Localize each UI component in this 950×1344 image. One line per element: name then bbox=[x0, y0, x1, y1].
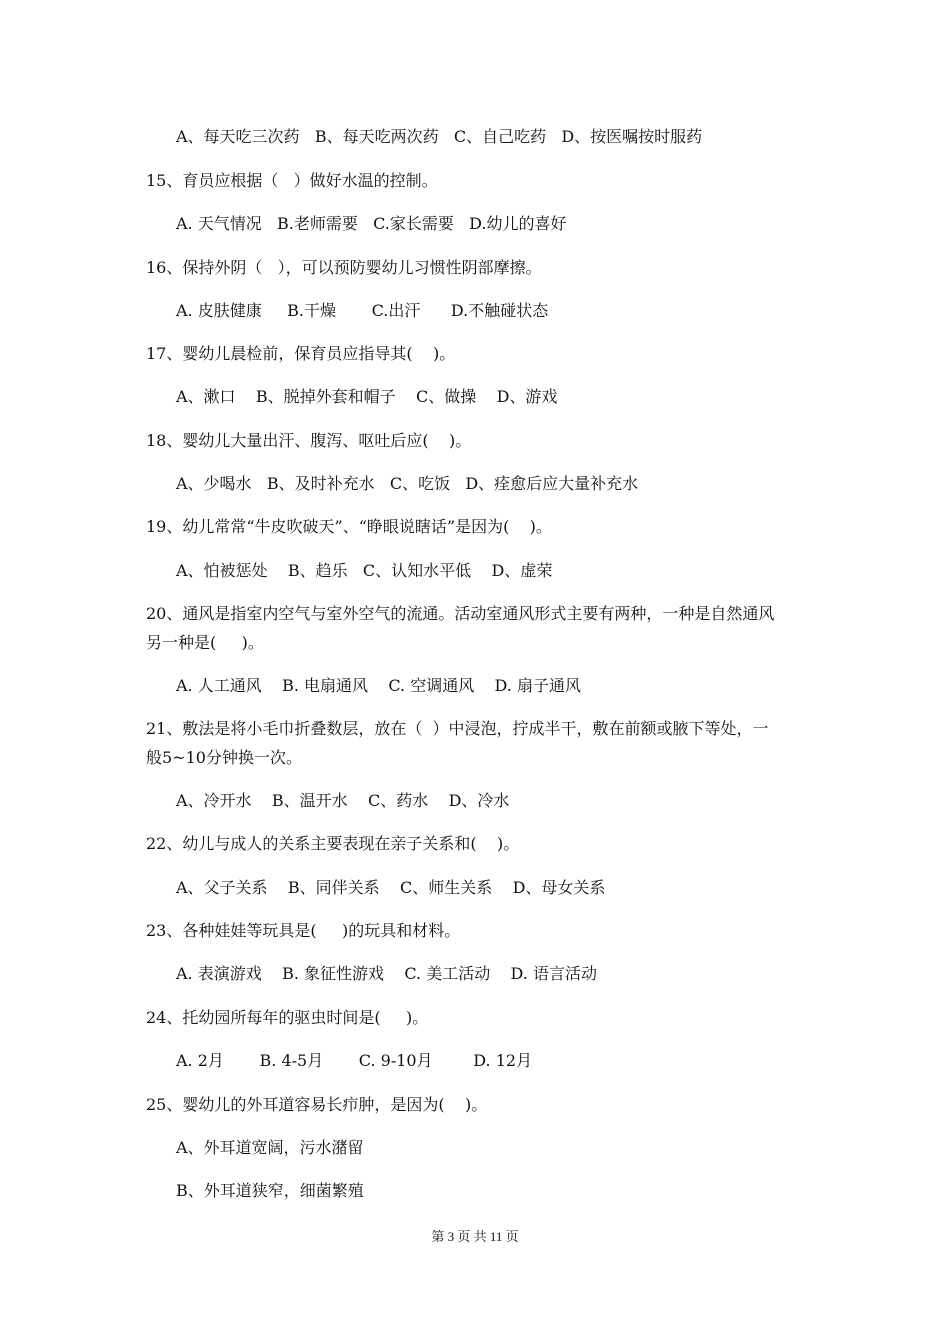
q20-options: A. 人工通风 B. 电扇通风 C. 空调通风 D. 扇子通风 bbox=[176, 676, 581, 695]
question-20-cont: 另一种是( )。 bbox=[146, 633, 264, 652]
question-25: 25、婴幼儿的外耳道容易长疖肿，是因为( )。 bbox=[146, 1095, 488, 1114]
question-16: 16、保持外阴（ ），可以预防婴幼儿习惯性阴部摩擦。 bbox=[146, 258, 542, 277]
page-number-footer: 第 3 页 共 11 页 bbox=[431, 1229, 519, 1244]
question-15: 15、育员应根据（ ）做好水温的控制。 bbox=[146, 171, 438, 190]
q25-option-a: A、外耳道宽阔，污水潴留 bbox=[176, 1138, 364, 1157]
q25-option-b: B、外耳道狭窄，细菌繁殖 bbox=[176, 1181, 364, 1200]
q18-options: A、少喝水 B、及时补充水 C、吃饭 D、痊愈后应大量补充水 bbox=[176, 474, 639, 493]
question-20: 20、通风是指室内空气与室外空气的流通。活动室通风形式主要有两种，一种是自然通风 bbox=[146, 604, 775, 623]
question-19: 19、幼儿常常“牛皮吹破天”、“睁眼说瞎话”是因为( )。 bbox=[146, 517, 552, 536]
question-22: 22、幼儿与成人的关系主要表现在亲子关系和( )。 bbox=[146, 834, 520, 853]
question-21: 21、敷法是将小毛巾折叠数层，放在（ ）中浸泡，拧成半干，敷在前额或腋下等处，一 bbox=[146, 719, 769, 738]
q16-options: A. 皮肤健康 B.干燥 C.出汗 D.不触碰状态 bbox=[176, 301, 549, 320]
question-21-cont: 般5~10分钟换一次。 bbox=[146, 748, 302, 767]
question-18: 18、婴幼儿大量出汗、腹泻、呕吐后应( )。 bbox=[146, 431, 472, 450]
question-17: 17、婴幼儿晨检前，保育员应指导其( )。 bbox=[146, 344, 456, 363]
q19-options: A、怕被惩处 B、趋乐 C、认知水平低 D、虚荣 bbox=[176, 561, 553, 580]
q24-options: A. 2月 B. 4-5月 C. 9-10月 D. 12月 bbox=[176, 1051, 533, 1070]
q17-options: A、漱口 B、脱掉外套和帽子 C、做操 D、游戏 bbox=[176, 387, 558, 406]
q21-options: A、冷开水 B、温开水 C、药水 D、冷水 bbox=[176, 791, 510, 810]
q15-options: A. 天气情况 B.老师需要 C.家长需要 D.幼儿的喜好 bbox=[176, 214, 567, 233]
q22-options: A、父子关系 B、同伴关系 C、师生关系 D、母女关系 bbox=[176, 878, 606, 897]
q14-options: A、每天吃三次药 B、每天吃两次药 C、自己吃药 D、按医嘱按时服药 bbox=[176, 127, 703, 146]
question-24: 24、托幼园所每年的驱虫时间是( )。 bbox=[146, 1008, 429, 1027]
question-23: 23、各种娃娃等玩具是( )的玩具和材料。 bbox=[146, 921, 461, 940]
q23-options: A. 表演游戏 B. 象征性游戏 C. 美工活动 D. 语言活动 bbox=[176, 964, 597, 983]
